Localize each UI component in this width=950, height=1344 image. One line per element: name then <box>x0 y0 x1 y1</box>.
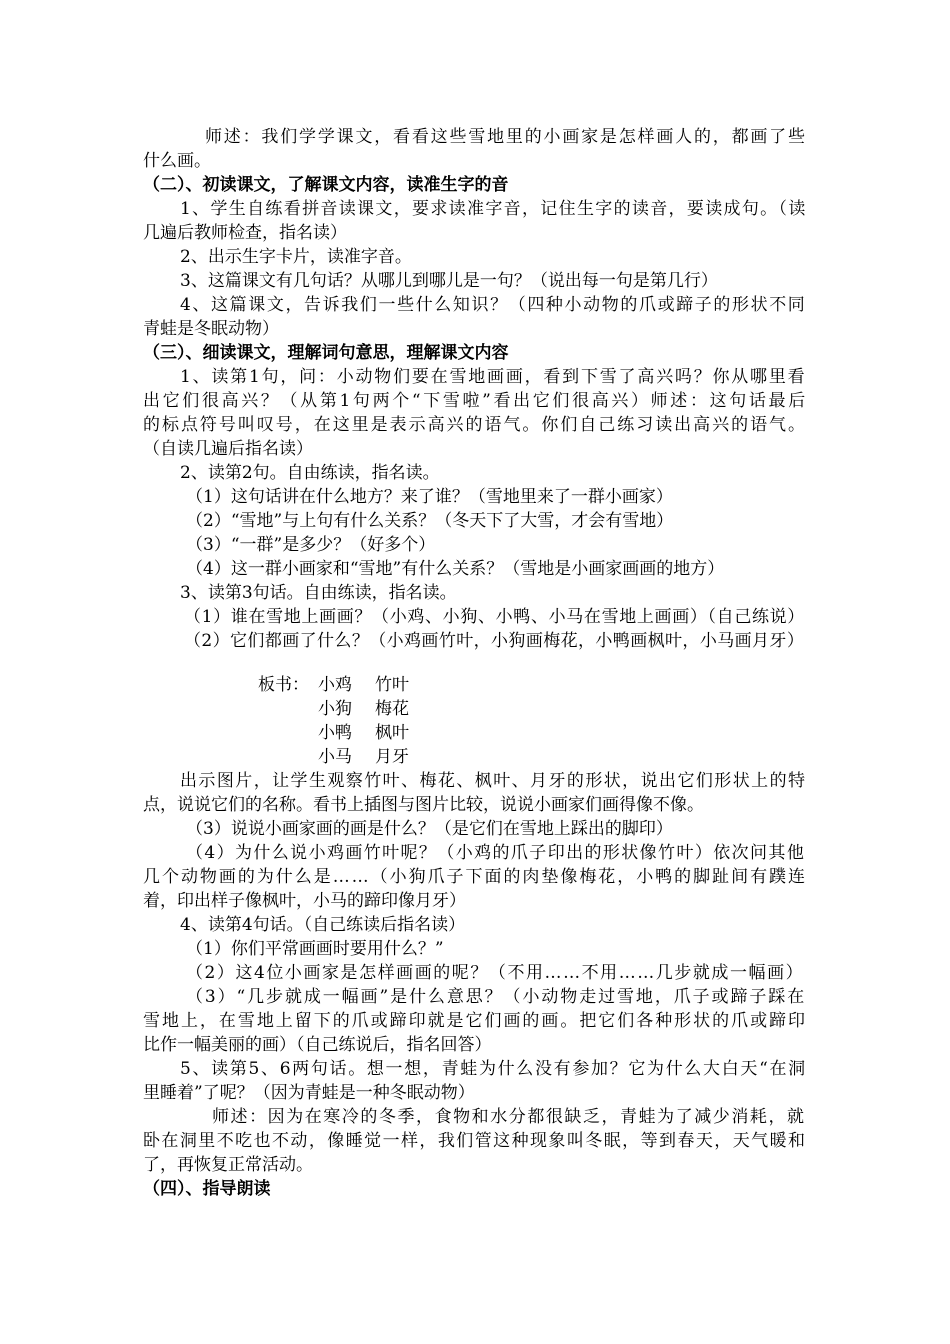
board-label: 板书： <box>258 675 309 695</box>
text-line: 了，再恢复正常活动。 <box>143 1155 313 1175</box>
board-item: 月牙 <box>375 747 409 767</box>
text-line: （2）它们都画了什么？（小鸡画竹叶，小狗画梅花，小鸭画枫叶，小马画月牙） <box>184 631 805 651</box>
text-line: 3、这篇课文有几句话？从哪儿到哪儿是一句？（说出每一句是第几行） <box>180 271 718 291</box>
text-line: 几遍后教师检查，指名读） <box>143 223 347 243</box>
section-heading: （四）、指导朗读 <box>143 1179 271 1199</box>
board-animal: 小狗 <box>318 699 352 719</box>
board-animal: 小鸭 <box>318 723 352 743</box>
text-line: 着，印出样子像枫叶，小马的蹄印像月牙） <box>143 891 466 911</box>
text-line: 几个动物画的为什么是……（小狗爪子下面的肉垫像梅花，小鸭的脚趾间有蹼连 <box>143 867 807 887</box>
text-line: （3）“一群”是多少？（好多个） <box>186 535 436 555</box>
text-line: （2）“雪地”与上句有什么关系？（冬天下了大雪，才会有雪地） <box>186 511 674 531</box>
text-line: 什么画。 <box>143 151 211 171</box>
text-line: 1、学生自练看拼音读课文，要求读准字音，记住生字的读音，要读成句。（读 <box>180 199 807 219</box>
text-line: （1）这句话讲在什么地方？来了谁？（雪地里来了一群小画家） <box>186 487 673 507</box>
section-heading: （三）、细读课文，理解词句意思，理解课文内容 <box>143 343 509 363</box>
board-item: 竹叶 <box>375 675 409 695</box>
text-line: 1、读第1句，问：小动物们要在雪地画画，看到下雪了高兴吗？你从哪里看 <box>180 367 807 387</box>
board-item: 枫叶 <box>375 723 409 743</box>
text-line: 的标点符号叫叹号，在这里是表示高兴的语气。你们自己练习读出高兴的语气。 <box>143 415 807 435</box>
text-line: （3）说说小画家画的画是什么？（是它们在雪地上踩出的脚印） <box>186 819 673 839</box>
text-line: 点，说说它们的名称。看书上插图与图片比较，说说小画家们画得像不像。 <box>143 795 704 815</box>
text-line: 雪地上，在雪地上留下的爪或蹄印就是它们画的画。把它们各种形状的爪或蹄印 <box>143 1011 807 1031</box>
text-line: 出示图片，让学生观察竹叶、梅花、枫叶、月牙的形状，说出它们形状上的特 <box>180 771 807 791</box>
text-line: 卧在洞里不吃也不动，像睡觉一样，我们管这种现象叫冬眠，等到春天，天气暖和 <box>143 1131 807 1151</box>
text-line: （4）为什么说小鸡画竹叶呢？（小鸡的爪子印出的形状像竹叶）依次问其他 <box>186 843 806 863</box>
text-line: （1）你们平常画画时要用什么？” <box>186 939 444 959</box>
text-line: 比作一幅美丽的画）（自己练说后，指名回答） <box>143 1035 492 1055</box>
text-line: 2、读第2句。自由练读，指名读。 <box>180 463 440 483</box>
board-animal: 小鸡 <box>318 675 352 695</box>
text-line: 里睡着”了呢？（因为青蛙是一种冬眠动物） <box>143 1083 475 1103</box>
text-line: （3）“几步就成一幅画”是什么意思？（小动物走过雪地，爪子或蹄子踩在 <box>186 987 807 1007</box>
text-line: （4）这一群小画家和“雪地”有什么关系？（雪地是小画家画画的地方） <box>186 559 725 579</box>
text-line: 2、出示生字卡片，读准字音。 <box>180 247 412 267</box>
board-animal: 小马 <box>318 747 352 767</box>
text-line: 4、读第4句话。（自己练读后指名读） <box>180 915 466 935</box>
text-line: 青蛙是冬眠动物） <box>143 319 279 339</box>
board-item: 梅花 <box>375 699 409 719</box>
text-line: （1）谁在雪地上画画？（小鸡、小狗、小鸭、小马在雪地上画画）（自己练说） <box>184 607 805 627</box>
text-line: 师述：因为在寒冷的冬季，食物和水分都很缺乏，青蛙为了减少消耗，就 <box>212 1107 806 1127</box>
text-line: 师述：我们学学课文，看看这些雪地里的小画家是怎样画人的，都画了些 <box>205 127 807 147</box>
text-line: 3、读第3句话。自由练读，指名读。 <box>180 583 457 603</box>
text-line: （2）这4位小画家是怎样画画的呢？（不用……不用……几步就成一幅画） <box>186 963 805 983</box>
text-line: （自读几遍后指名读） <box>143 439 313 459</box>
text-line: 5、读第5、6两句话。想一想，青蛙为什么没有参加？它为什么大白天“在洞 <box>180 1059 807 1079</box>
text-line: 出它们很高兴？（从第1句两个“下雪啦”看出它们很高兴）师述：这句话最后 <box>143 391 808 411</box>
text-line: 4、这篇课文，告诉我们一些什么知识？（四种小动物的爪或蹄子的形状不同 <box>180 295 807 315</box>
section-heading: （二）、初读课文，了解课文内容，读准生字的音 <box>143 175 509 195</box>
